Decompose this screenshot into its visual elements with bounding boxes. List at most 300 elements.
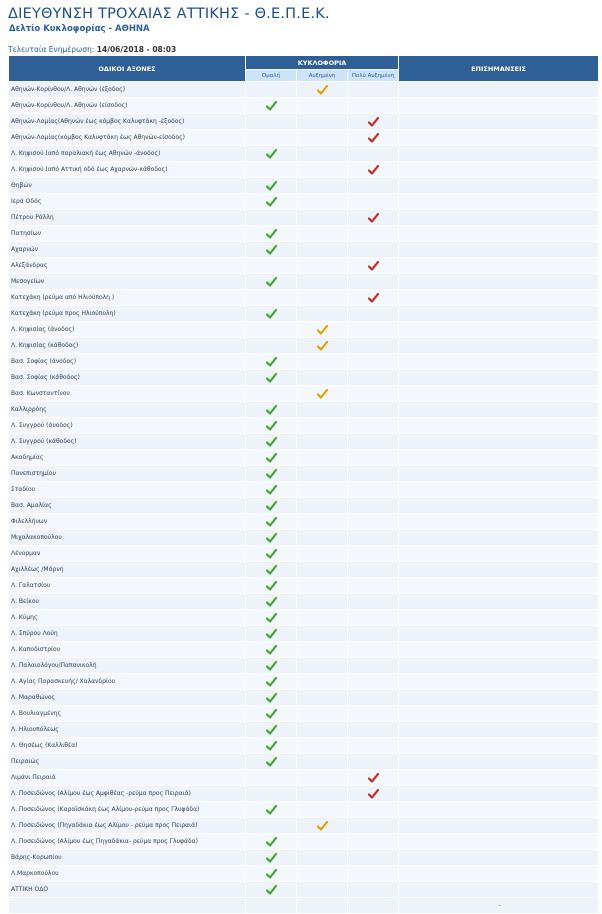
table-row [9, 818, 599, 834]
status-cell-normal [246, 658, 297, 674]
status-cell-increased [297, 610, 348, 626]
status-cell-increased [297, 258, 348, 274]
status-cell-normal [246, 450, 297, 466]
checkmark-icon [266, 725, 277, 735]
checkmark-icon [266, 533, 277, 543]
status-cell-very-increased [348, 802, 399, 818]
status-cell-very-increased [348, 498, 399, 514]
checkmark-icon [266, 853, 277, 863]
status-cell-normal [246, 210, 297, 226]
status-cell-increased [297, 354, 348, 370]
checkmark-icon [317, 85, 328, 95]
remarks-cell [399, 738, 599, 754]
status-cell-very-increased [348, 466, 399, 482]
remarks-cell [399, 274, 599, 290]
page-header [0, 0, 602, 56]
road-name: Βασ. Αμαλίας [9, 498, 246, 514]
status-cell-very-increased [348, 818, 399, 834]
table-row [9, 434, 599, 450]
traffic-table [8, 55, 599, 914]
footer-cell [297, 898, 348, 914]
status-cell-normal [246, 82, 297, 98]
road-name: Λ. Ποσειδώνος (Πηγαδάκια έως Αλίμου - ρεύμα προς Πειραιά) [9, 818, 246, 834]
status-cell-very-increased [348, 834, 399, 850]
table-row [9, 514, 599, 530]
last-update [8, 45, 176, 54]
status-cell-increased [297, 674, 348, 690]
remarks-cell [399, 482, 599, 498]
status-cell-increased [297, 594, 348, 610]
status-cell-increased [297, 482, 348, 498]
status-cell-very-increased [348, 738, 399, 754]
checkmark-icon [266, 469, 277, 479]
status-cell-very-increased [348, 386, 399, 402]
road-name: Λ. Συγγρού (άνοδος) [9, 418, 246, 434]
status-cell-normal [246, 594, 297, 610]
road-name: Φιλελλήνων [9, 514, 246, 530]
remarks-cell [399, 242, 599, 258]
table-row [9, 482, 599, 498]
road-name: Λ. Αγίας Παρασκευής/ Χαλανδρίου [9, 674, 246, 690]
road-name: Ιερά Οδός [9, 194, 246, 210]
checkmark-icon [266, 229, 277, 239]
status-cell-increased [297, 306, 348, 322]
remarks-cell [399, 786, 599, 802]
status-cell-normal [246, 482, 297, 498]
status-cell-normal [246, 642, 297, 658]
header-remarks: ΕΠΙΣΗΜΑΝΣΕΙΣ [399, 56, 599, 82]
checkmark-icon [266, 437, 277, 447]
status-cell-normal [246, 498, 297, 514]
table-row [9, 98, 599, 114]
table-row [9, 146, 599, 162]
checkmark-icon [266, 629, 277, 639]
checkmark-icon [368, 789, 379, 799]
footer-cell [246, 898, 297, 914]
header-very-increased: Πολύ Αυξημένη [348, 70, 399, 82]
remarks-cell [399, 226, 599, 242]
table-row [9, 322, 599, 338]
status-cell-increased [297, 562, 348, 578]
status-cell-very-increased [348, 882, 399, 898]
status-cell-very-increased [348, 194, 399, 210]
status-cell-very-increased [348, 242, 399, 258]
table-row [9, 594, 599, 610]
footer-mark: - [399, 898, 599, 914]
road-name: Λένορμαν [9, 546, 246, 562]
checkmark-icon [266, 565, 277, 575]
status-cell-very-increased [348, 674, 399, 690]
status-cell-increased [297, 642, 348, 658]
status-cell-normal [246, 754, 297, 770]
status-cell-increased [297, 210, 348, 226]
table-row [9, 562, 599, 578]
checkmark-icon [266, 101, 277, 111]
last-update-value: 14/06/2018 - 08:03 [96, 45, 177, 54]
status-cell-normal [246, 530, 297, 546]
status-cell-increased [297, 418, 348, 434]
page-title: ΔΙΕΥΘΥΝΣΗ ΤΡΟΧΑΙΑΣ ΑΤΤΙΚΗΣ - Θ.Ε.Π.Ε.Κ. [8, 6, 330, 22]
remarks-cell [399, 850, 599, 866]
table-row [9, 354, 599, 370]
checkmark-icon [266, 805, 277, 815]
table-row [9, 834, 599, 850]
table-row [9, 370, 599, 386]
checkmark-icon [368, 773, 379, 783]
checkmark-icon [317, 389, 328, 399]
status-cell-normal [246, 98, 297, 114]
status-cell-very-increased [348, 274, 399, 290]
table-row [9, 786, 599, 802]
checkmark-icon [266, 661, 277, 671]
status-cell-normal [246, 882, 297, 898]
status-cell-normal [246, 786, 297, 802]
remarks-cell [399, 146, 599, 162]
road-name: Λ. Μαραθώνος [9, 690, 246, 706]
status-cell-very-increased [348, 130, 399, 146]
checkmark-icon [266, 597, 277, 607]
checkmark-icon [266, 757, 277, 767]
status-cell-normal [246, 146, 297, 162]
status-cell-increased [297, 162, 348, 178]
status-cell-normal [246, 434, 297, 450]
road-name: Βασ. Σοφίας (κάθοδος) [9, 370, 246, 386]
table-row [9, 610, 599, 626]
status-cell-increased [297, 834, 348, 850]
status-cell-normal [246, 418, 297, 434]
checkmark-icon [368, 117, 379, 127]
table-row [9, 642, 599, 658]
table-row [9, 658, 599, 674]
checkmark-icon [266, 885, 277, 895]
status-cell-normal [246, 226, 297, 242]
status-cell-very-increased [348, 114, 399, 130]
table-row [9, 754, 599, 770]
road-name: Κατεχάκη (ρεύμα προς Ηλιούπολη) [9, 306, 246, 322]
remarks-cell [399, 706, 599, 722]
status-cell-normal [246, 354, 297, 370]
road-name: Αχιλλέως /Μάρνη [9, 562, 246, 578]
status-cell-very-increased [348, 594, 399, 610]
road-name: Λ. Κύμης [9, 610, 246, 626]
road-name: Ακαδημίας [9, 450, 246, 466]
status-cell-increased [297, 402, 348, 418]
status-cell-increased [297, 754, 348, 770]
status-cell-increased [297, 146, 348, 162]
table-row [9, 290, 599, 306]
road-name: Λ. Καποδιστρίου [9, 642, 246, 658]
status-cell-increased [297, 626, 348, 642]
remarks-cell [399, 770, 599, 786]
remarks-cell [399, 562, 599, 578]
remarks-cell [399, 690, 599, 706]
status-cell-very-increased [348, 850, 399, 866]
checkmark-icon [317, 341, 328, 351]
remarks-cell [399, 210, 599, 226]
status-cell-increased [297, 130, 348, 146]
status-cell-normal [246, 738, 297, 754]
status-cell-increased [297, 370, 348, 386]
checkmark-icon [266, 373, 277, 383]
road-name: Λ. Κηφισού (από παραλιακή έως Αθηνών -άνοδος) [9, 146, 246, 162]
status-cell-increased [297, 290, 348, 306]
status-cell-increased [297, 658, 348, 674]
status-cell-very-increased [348, 722, 399, 738]
status-cell-increased [297, 882, 348, 898]
status-cell-normal [246, 466, 297, 482]
checkmark-icon [266, 677, 277, 687]
remarks-cell [399, 354, 599, 370]
table-row [9, 210, 599, 226]
checkmark-icon [266, 549, 277, 559]
status-cell-very-increased [348, 306, 399, 322]
checkmark-icon [266, 453, 277, 463]
remarks-cell [399, 370, 599, 386]
road-name: Βασ. Κωνσταντίνου [9, 386, 246, 402]
remarks-cell [399, 322, 599, 338]
status-cell-normal [246, 770, 297, 786]
status-cell-very-increased [348, 290, 399, 306]
road-name: Βάρης-Κορωπίου [9, 850, 246, 866]
remarks-cell [399, 418, 599, 434]
status-cell-normal [246, 306, 297, 322]
status-cell-very-increased [348, 98, 399, 114]
status-cell-increased [297, 770, 348, 786]
road-name: Μιχαλακοπούλου [9, 530, 246, 546]
road-name: Θηβών [9, 178, 246, 194]
remarks-cell [399, 466, 599, 482]
remarks-cell [399, 130, 599, 146]
road-name: Λιμάνι Πειραιά [9, 770, 246, 786]
status-cell-normal [246, 562, 297, 578]
status-cell-increased [297, 850, 348, 866]
road-name: Πανεπιστημίου [9, 466, 246, 482]
status-cell-normal [246, 322, 297, 338]
remarks-cell [399, 530, 599, 546]
remarks-cell [399, 578, 599, 594]
remarks-cell [399, 386, 599, 402]
status-cell-very-increased [348, 210, 399, 226]
table-row [9, 178, 599, 194]
remarks-cell [399, 338, 599, 354]
footer-cell [9, 898, 246, 914]
status-cell-very-increased [348, 482, 399, 498]
table-row [9, 418, 599, 434]
status-cell-increased [297, 866, 348, 882]
checkmark-icon [266, 245, 277, 255]
status-cell-normal [246, 370, 297, 386]
status-cell-normal [246, 514, 297, 530]
remarks-cell [399, 290, 599, 306]
checkmark-icon [266, 517, 277, 527]
remarks-cell [399, 626, 599, 642]
road-name: Λ. Ηλιουπόλεως [9, 722, 246, 738]
status-cell-very-increased [348, 226, 399, 242]
table-row [9, 690, 599, 706]
status-cell-very-increased [348, 546, 399, 562]
status-cell-increased [297, 530, 348, 546]
status-cell-very-increased [348, 770, 399, 786]
table-row [9, 626, 599, 642]
remarks-cell [399, 514, 599, 530]
road-name: Βασ. Σοφίας (άνοδος) [9, 354, 246, 370]
status-cell-normal [246, 578, 297, 594]
status-cell-very-increased [348, 690, 399, 706]
status-cell-very-increased [348, 322, 399, 338]
remarks-cell [399, 882, 599, 898]
status-cell-very-increased [348, 658, 399, 674]
table-row [9, 530, 599, 546]
status-cell-very-increased [348, 434, 399, 450]
remarks-cell [399, 594, 599, 610]
road-name: ΑΤΤΙΚΗ ΟΔΟ [9, 882, 246, 898]
table-row [9, 338, 599, 354]
table-row [9, 498, 599, 514]
status-cell-very-increased [348, 786, 399, 802]
status-cell-very-increased [348, 418, 399, 434]
table-row [9, 674, 599, 690]
checkmark-icon [266, 741, 277, 751]
road-name: Αθηνών-Κορίνθου/Λ. Αθηνών (είσοδος) [9, 98, 246, 114]
road-name: Μεσογείων [9, 274, 246, 290]
checkmark-icon [266, 501, 277, 511]
road-name: Λ. Παλαιολόγου/Παπανικολή [9, 658, 246, 674]
remarks-cell [399, 610, 599, 626]
table-row [9, 130, 599, 146]
table-row [9, 450, 599, 466]
table-row [9, 258, 599, 274]
road-name: Πατησίων [9, 226, 246, 242]
table-row [9, 802, 599, 818]
checkmark-icon [266, 645, 277, 655]
status-cell-increased [297, 178, 348, 194]
checkmark-icon [266, 837, 277, 847]
header-traffic: ΚΥΚΛΟΦΟΡΙΑ [246, 56, 399, 70]
status-cell-increased [297, 450, 348, 466]
road-name: Αθηνών-Λαμίας(Αθηνών έως κόμβος Καλυφτάκη -έξοδος) [9, 114, 246, 130]
remarks-cell [399, 818, 599, 834]
status-cell-very-increased [348, 162, 399, 178]
table-row [9, 114, 599, 130]
road-name: Αλεξάνδρας [9, 258, 246, 274]
table-row [9, 386, 599, 402]
status-cell-increased [297, 786, 348, 802]
status-cell-very-increased [348, 626, 399, 642]
remarks-cell [399, 866, 599, 882]
table-row [9, 738, 599, 754]
status-cell-increased [297, 722, 348, 738]
checkmark-icon [266, 421, 277, 431]
status-cell-increased [297, 242, 348, 258]
status-cell-increased [297, 514, 348, 530]
status-cell-normal [246, 130, 297, 146]
road-name: Λ. Συγγρού (κάθοδος) [9, 434, 246, 450]
checkmark-icon [368, 213, 379, 223]
remarks-cell [399, 194, 599, 210]
status-cell-normal [246, 706, 297, 722]
status-cell-increased [297, 194, 348, 210]
remarks-cell [399, 98, 599, 114]
remarks-cell [399, 802, 599, 818]
road-name: Αχαρνών [9, 242, 246, 258]
table-row [9, 546, 599, 562]
status-cell-very-increased [348, 402, 399, 418]
status-cell-very-increased [348, 146, 399, 162]
checkmark-icon [266, 869, 277, 879]
table-row [9, 402, 599, 418]
checkmark-icon [368, 261, 379, 271]
table-row [9, 274, 599, 290]
status-cell-normal [246, 338, 297, 354]
table-row [9, 306, 599, 322]
status-cell-normal [246, 242, 297, 258]
status-cell-increased [297, 738, 348, 754]
checkmark-icon [266, 197, 277, 207]
checkmark-icon [368, 165, 379, 175]
road-name: Σταδίου [9, 482, 246, 498]
status-cell-normal [246, 402, 297, 418]
remarks-cell [399, 162, 599, 178]
status-cell-increased [297, 386, 348, 402]
road-name: Λ. Ποσειδώνος (Αλίμου έως Αμφιθέας -ρεύμα προς Πειραιά) [9, 786, 246, 802]
table-row [9, 882, 599, 898]
status-cell-normal [246, 274, 297, 290]
status-cell-increased [297, 578, 348, 594]
status-cell-very-increased [348, 610, 399, 626]
checkmark-icon [266, 693, 277, 703]
remarks-cell [399, 434, 599, 450]
status-cell-increased [297, 546, 348, 562]
status-cell-very-increased [348, 578, 399, 594]
status-cell-normal [246, 674, 297, 690]
checkmark-icon [368, 133, 379, 143]
remarks-cell [399, 450, 599, 466]
checkmark-icon [266, 709, 277, 719]
header-increased: Αυξημένη [297, 70, 348, 82]
status-cell-normal [246, 626, 297, 642]
checkmark-icon [317, 821, 328, 831]
table-row [9, 578, 599, 594]
remarks-cell [399, 306, 599, 322]
status-cell-normal [246, 610, 297, 626]
status-cell-normal [246, 194, 297, 210]
status-cell-very-increased [348, 338, 399, 354]
status-cell-normal [246, 818, 297, 834]
status-cell-normal [246, 546, 297, 562]
status-cell-increased [297, 434, 348, 450]
status-cell-increased [297, 82, 348, 98]
remarks-cell [399, 754, 599, 770]
remarks-cell [399, 82, 599, 98]
checkmark-icon [266, 405, 277, 415]
remarks-cell [399, 642, 599, 658]
status-cell-very-increased [348, 82, 399, 98]
status-cell-very-increased [348, 642, 399, 658]
status-cell-increased [297, 114, 348, 130]
remarks-cell [399, 722, 599, 738]
status-cell-normal [246, 386, 297, 402]
road-name: Πέτρου Ράλλη [9, 210, 246, 226]
table-row [9, 226, 599, 242]
checkmark-icon [266, 357, 277, 367]
status-cell-very-increased [348, 450, 399, 466]
remarks-cell [399, 674, 599, 690]
checkmark-icon [266, 277, 277, 287]
table-row [9, 194, 599, 210]
road-name: Αθηνών-Κορίνθου/Λ. Αθηνών (έξοδος) [9, 82, 246, 98]
status-cell-very-increased [348, 754, 399, 770]
table-row [9, 866, 599, 882]
